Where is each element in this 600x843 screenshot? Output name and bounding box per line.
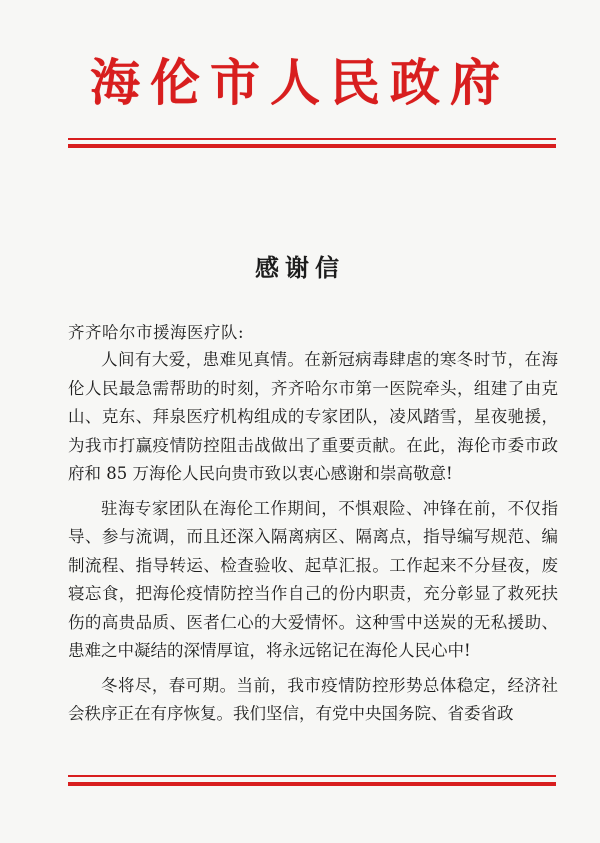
letter-paragraph: 冬将尽，春可期。当前，我市疫情防控形势总体稳定，经济社会秩序正在有序恢复。我们坚信，有党中央国务院、省委省政 (68, 675, 558, 723)
letter-body (68, 346, 558, 735)
letterhead-rule-thin (68, 138, 556, 140)
letter-paragraph: 人间有大爱，患难见真情。在新冠病毒肆虐的寒冬时节，在海伦人民最急需帮助的时刻，齐齐哈尔市第一医院牵头，组建了由克山、克东、拜泉医疗机构组成的专家团队，凌风踏雪，星夜驰援，为我市打赢疫情防控阻击战做出了重要贡献。在此，海伦市委市政府和 85 万海伦人民向贵市致以衷心感谢和崇高敬意! (68, 350, 558, 483)
letter-paragraph: 驻海专家团队在海伦工作期间，不惧艰险、冲锋在前，不仅指导、参与流调，而且还深入隔离病区、隔离点，指导编写规范、编制流程、指导转运、检查验收、起草汇报。工作起来不分昼夜，废寝忘食，把海伦疫情防控当作自己的份内职责，充分彰显了救死扶伤的高贵品质、医者仁心的大爱情怀。这种雪中送炭的无私援助、患难之中凝结的深情厚谊，将永远铭记在海伦人民心中! (68, 498, 558, 660)
letterhead-rule-thick (68, 144, 556, 148)
letterhead-title: 海伦市人民政府 (90, 53, 510, 112)
letter-salutation: 齐齐哈尔市援海医疗队: (68, 323, 245, 342)
footer-rule-thick (68, 782, 556, 786)
letter-title: 感谢信 (255, 254, 345, 282)
footer-rule-thin (68, 775, 556, 777)
